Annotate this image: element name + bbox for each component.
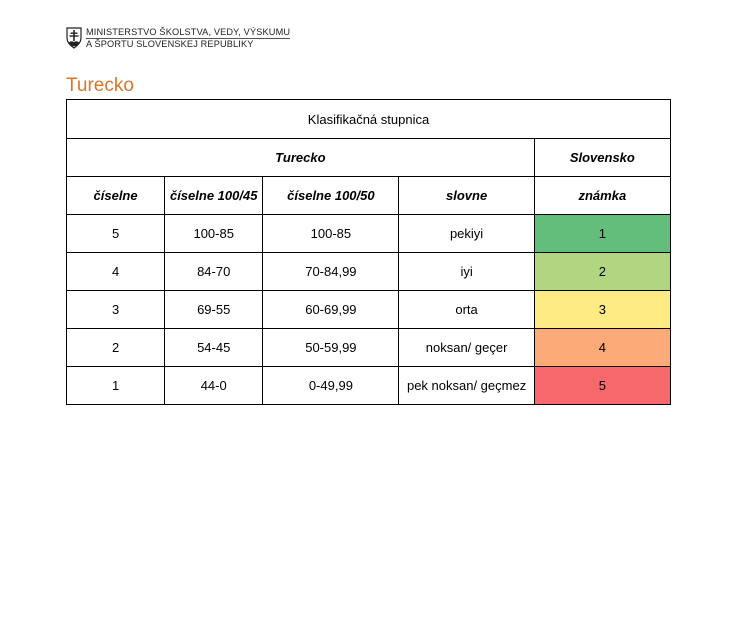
table-cell: orta xyxy=(399,291,534,329)
table-cell: 3 xyxy=(67,291,165,329)
table-cell: 2 xyxy=(67,329,165,367)
column-header: číselne xyxy=(67,177,165,215)
table-row xyxy=(67,253,671,291)
table-row xyxy=(67,329,671,367)
table-row xyxy=(67,215,671,253)
ministry-line-2: A ŠPORTU SLOVENSKEJ REPUBLIKY xyxy=(86,39,254,49)
table-cell: 84-70 xyxy=(165,253,263,291)
table-row xyxy=(67,367,671,405)
table-cell: 54-45 xyxy=(165,329,263,367)
table-cell: pek noksan/ geçmez xyxy=(399,367,534,405)
column-header: číselne 100/45 xyxy=(165,177,263,215)
table-cell: 69-55 xyxy=(165,291,263,329)
grade-cell: 1 xyxy=(534,215,670,253)
page-title: Turecko xyxy=(66,75,134,96)
column-header: známka xyxy=(534,177,670,215)
table-cell: 60-69,99 xyxy=(263,291,399,329)
grade-cell: 2 xyxy=(534,253,670,291)
table-cell: 100-85 xyxy=(263,215,399,253)
grade-cell: 5 xyxy=(534,367,670,405)
table-row xyxy=(67,291,671,329)
grade-cell: 4 xyxy=(534,329,670,367)
table-cell: 100-85 xyxy=(165,215,263,253)
slovak-coat-of-arms-icon xyxy=(66,27,82,49)
table-caption: Klasifikačná stupnica xyxy=(67,100,671,139)
table-cell: 0-49,99 xyxy=(263,367,399,405)
table-cell: noksan/ geçer xyxy=(399,329,534,367)
table-cell: 5 xyxy=(67,215,165,253)
table-cell: iyi xyxy=(399,253,534,291)
table-cell: 1 xyxy=(67,367,165,405)
group-header-slovakia: Slovensko xyxy=(534,139,670,177)
table-cell: 50-59,99 xyxy=(263,329,399,367)
column-header: číselne 100/50 xyxy=(263,177,399,215)
table-column-header-row xyxy=(67,177,671,215)
group-header-turkey: Turecko xyxy=(67,139,535,177)
ministry-line-1: MINISTERSTVO ŠKOLSTVA, VEDY, VÝSKUMU xyxy=(86,27,291,37)
table-group-row xyxy=(67,139,671,177)
ministry-header xyxy=(66,27,290,50)
table-cell: 44-0 xyxy=(165,367,263,405)
table-cell: 4 xyxy=(67,253,165,291)
table-cell: pekiyi xyxy=(399,215,534,253)
column-header: slovne xyxy=(399,177,534,215)
table-caption-row xyxy=(67,100,671,139)
grading-scale-table xyxy=(66,99,671,405)
grade-cell: 3 xyxy=(534,291,670,329)
table-cell: 70-84,99 xyxy=(263,253,399,291)
ministry-name xyxy=(86,27,290,50)
